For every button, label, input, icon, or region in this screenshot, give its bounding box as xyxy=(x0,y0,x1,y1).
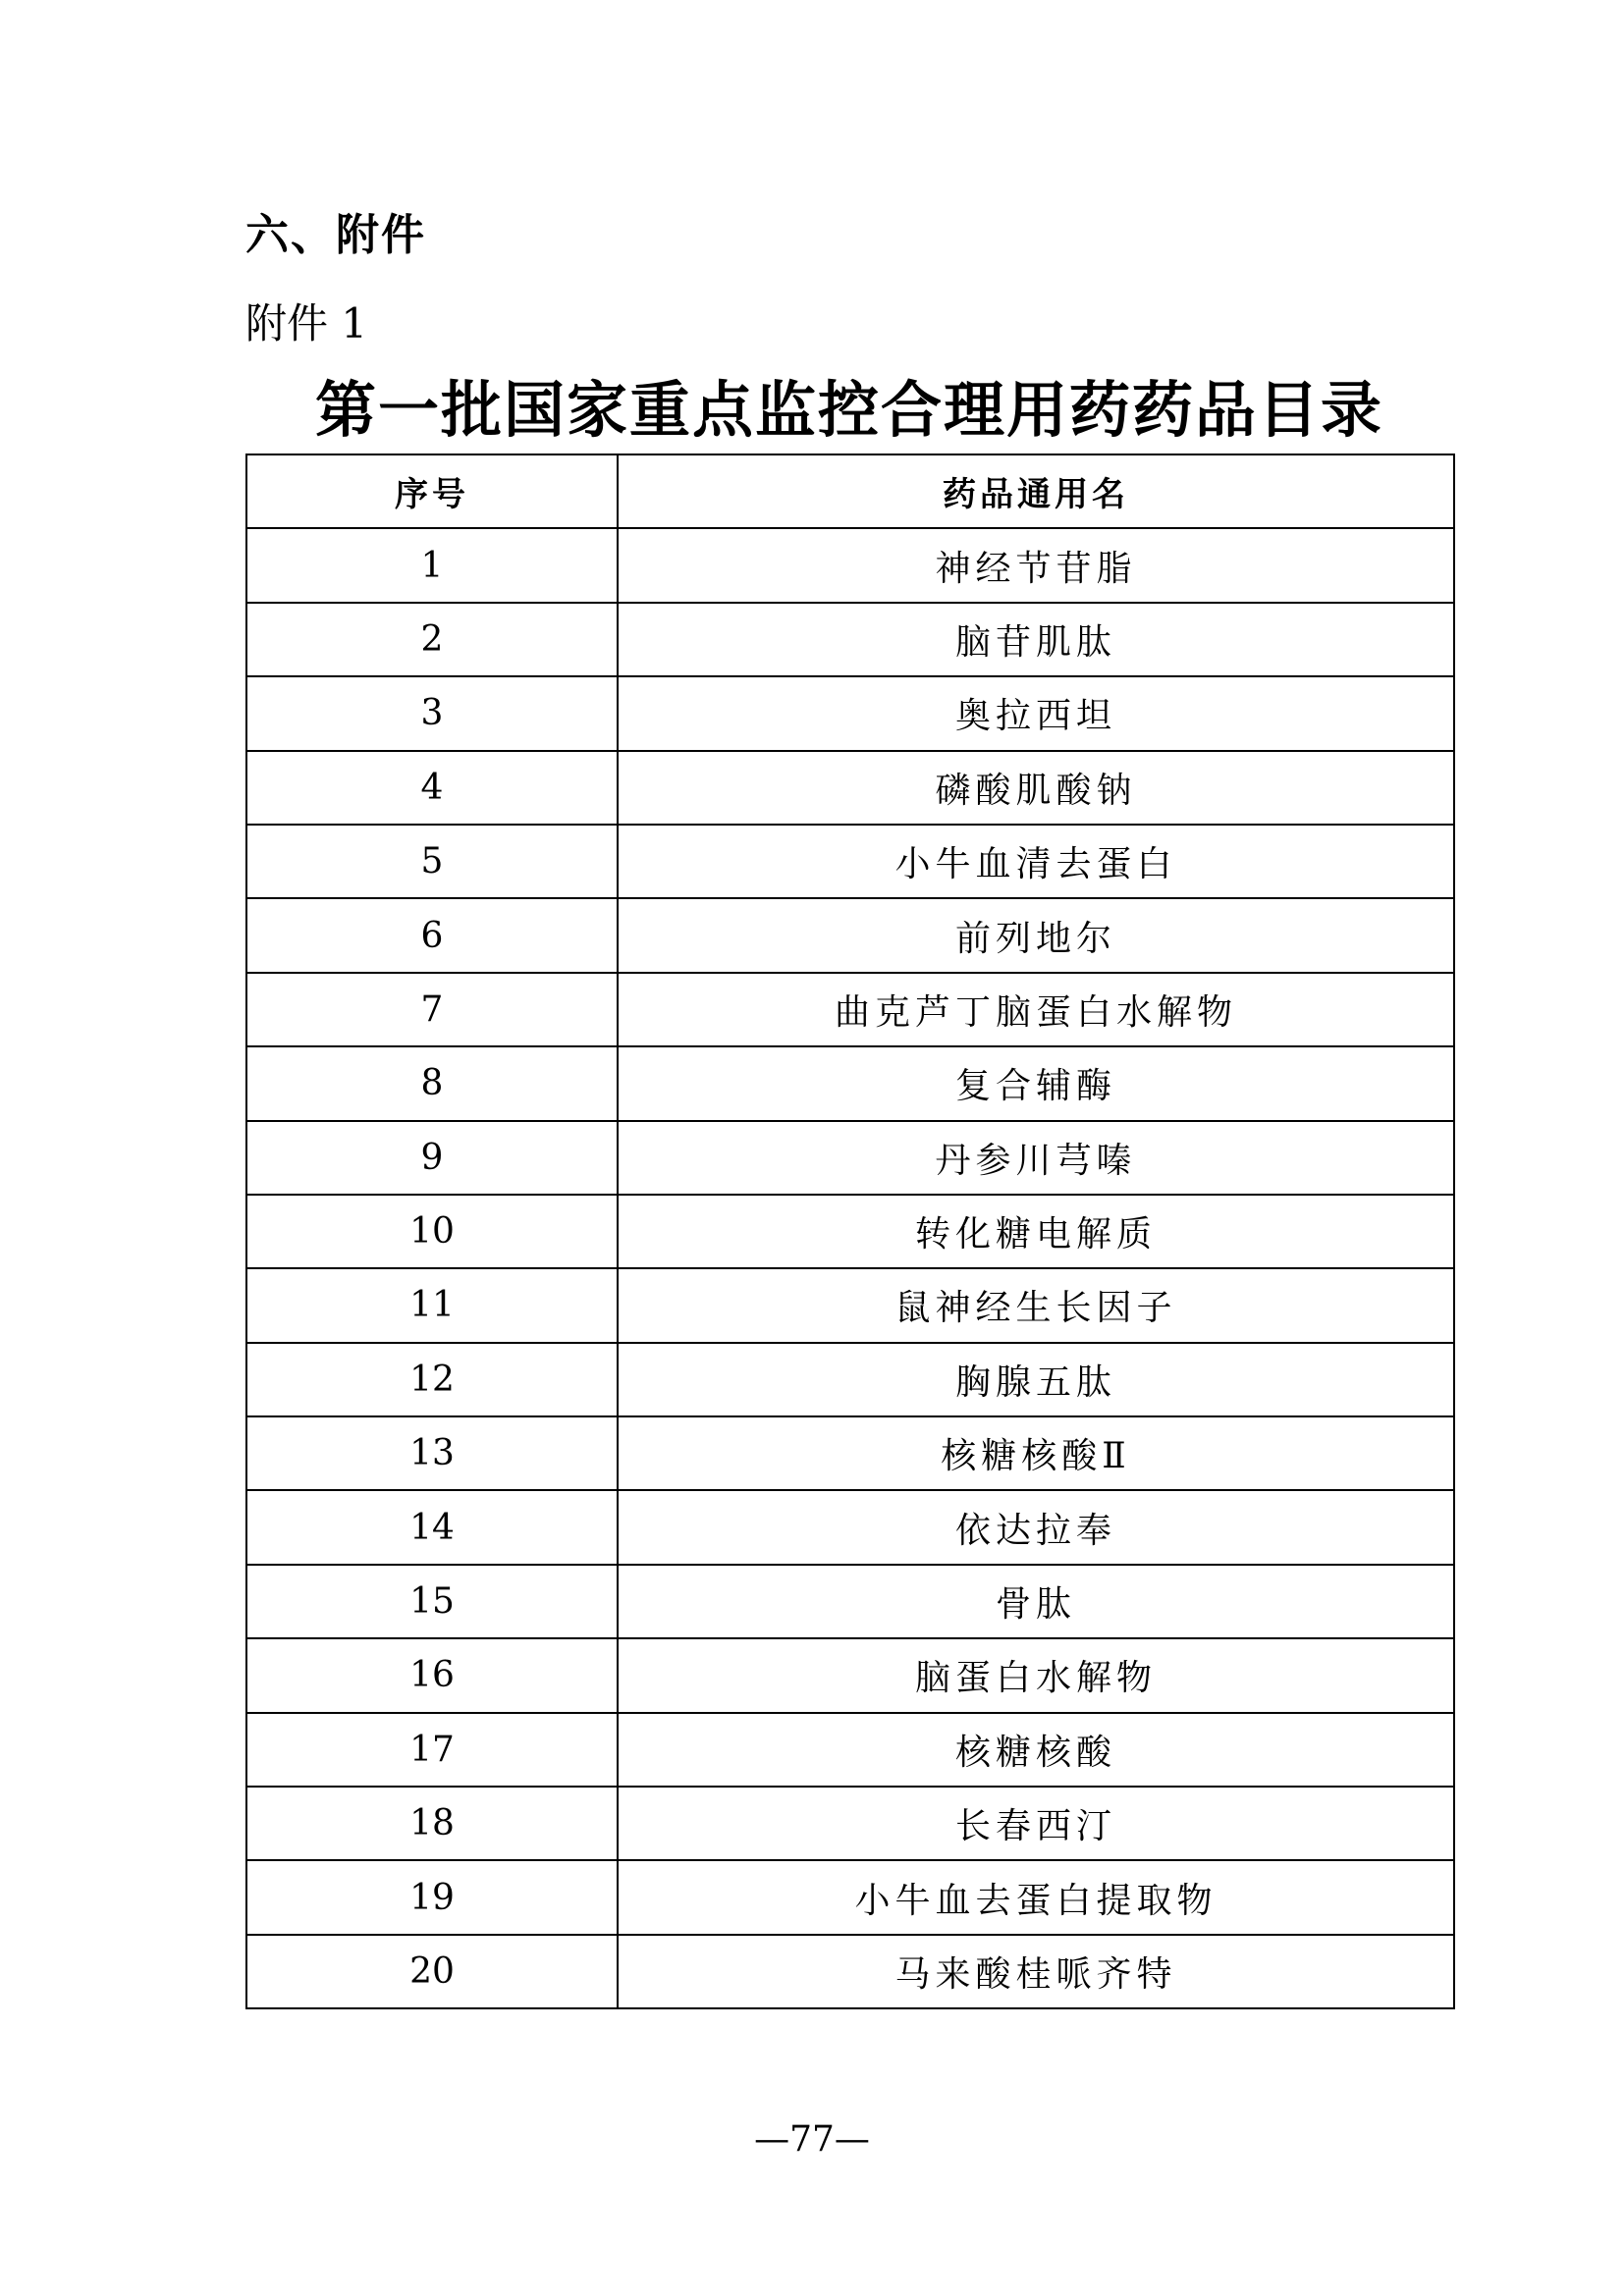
table-row xyxy=(246,973,1454,1046)
table-row xyxy=(246,751,1454,825)
table-body xyxy=(246,528,1454,2008)
table-row xyxy=(246,1935,1454,2008)
drug-name-cell: 核糖核酸Ⅱ xyxy=(618,1416,1454,1490)
drug-name-cell: 奥拉西坦 xyxy=(618,676,1454,750)
row-number-cell: 10 xyxy=(246,1195,618,1268)
table-row xyxy=(246,1416,1454,1490)
table-row xyxy=(246,898,1454,972)
table-row xyxy=(246,1638,1454,1712)
row-number-cell: 3 xyxy=(246,676,618,750)
section-heading: 六、附件 xyxy=(245,210,426,260)
table-row xyxy=(246,1787,1454,1860)
row-number-cell: 14 xyxy=(246,1490,618,1564)
row-number-cell: 13 xyxy=(246,1416,618,1490)
drug-name-cell: 脑蛋白水解物 xyxy=(618,1638,1454,1712)
row-number-cell: 15 xyxy=(246,1565,618,1638)
drug-name-cell: 核糖核酸 xyxy=(618,1713,1454,1787)
row-number-cell: 4 xyxy=(246,751,618,825)
drug-name-cell: 丹参川芎嗪 xyxy=(618,1121,1454,1195)
row-number-cell: 6 xyxy=(246,898,618,972)
document-title: 第一批国家重点监控合理用药药品目录 xyxy=(314,374,1383,446)
row-number-cell: 9 xyxy=(246,1121,618,1195)
table-row xyxy=(246,1268,1454,1342)
row-number-cell: 18 xyxy=(246,1787,618,1860)
row-number-cell: 7 xyxy=(246,973,618,1046)
row-number-cell: 8 xyxy=(246,1046,618,1120)
drug-name-cell: 马来酸桂哌齐特 xyxy=(618,1935,1454,2008)
table-row xyxy=(246,1343,1454,1416)
row-number-cell: 17 xyxy=(246,1713,618,1787)
table-row xyxy=(246,528,1454,602)
table-row xyxy=(246,1565,1454,1638)
drug-name-cell: 小牛血清去蛋白 xyxy=(618,825,1454,898)
column-header-no: 序号 xyxy=(246,454,618,528)
drug-name-cell: 鼠神经生长因子 xyxy=(618,1268,1454,1342)
drug-name-cell: 磷酸肌酸钠 xyxy=(618,751,1454,825)
drug-name-cell: 小牛血去蛋白提取物 xyxy=(618,1860,1454,1934)
table-row xyxy=(246,1046,1454,1120)
drug-name-cell: 胸腺五肽 xyxy=(618,1343,1454,1416)
row-number-cell: 19 xyxy=(246,1860,618,1934)
drug-catalog-table xyxy=(245,454,1455,2009)
table-header-row xyxy=(246,454,1454,528)
drug-name-cell: 曲克芦丁脑蛋白水解物 xyxy=(618,973,1454,1046)
row-number-cell: 2 xyxy=(246,603,618,676)
row-number-cell: 12 xyxy=(246,1343,618,1416)
table-row xyxy=(246,1195,1454,1268)
drug-name-cell: 神经节苷脂 xyxy=(618,528,1454,602)
drug-name-cell: 长春西汀 xyxy=(618,1787,1454,1860)
drug-name-cell: 前列地尔 xyxy=(618,898,1454,972)
table-row xyxy=(246,1490,1454,1564)
row-number-cell: 1 xyxy=(246,528,618,602)
table-row xyxy=(246,603,1454,676)
row-number-cell: 16 xyxy=(246,1638,618,1712)
table-row xyxy=(246,825,1454,898)
drug-name-cell: 依达拉奉 xyxy=(618,1490,1454,1564)
drug-name-cell: 复合辅酶 xyxy=(618,1046,1454,1120)
row-number-cell: 20 xyxy=(246,1935,618,2008)
drug-name-cell: 骨肽 xyxy=(618,1565,1454,1638)
table-row xyxy=(246,1121,1454,1195)
row-number-cell: 11 xyxy=(246,1268,618,1342)
table-row xyxy=(246,1713,1454,1787)
drug-name-cell: 转化糖电解质 xyxy=(618,1195,1454,1268)
drug-name-cell: 脑苷肌肽 xyxy=(618,603,1454,676)
page-number: —77— xyxy=(754,2119,870,2160)
row-number-cell: 5 xyxy=(246,825,618,898)
table-row xyxy=(246,676,1454,750)
table-row xyxy=(246,1860,1454,1934)
attachment-label: 附件 1 xyxy=(245,299,368,347)
column-header-drug-name: 药品通用名 xyxy=(618,454,1454,528)
